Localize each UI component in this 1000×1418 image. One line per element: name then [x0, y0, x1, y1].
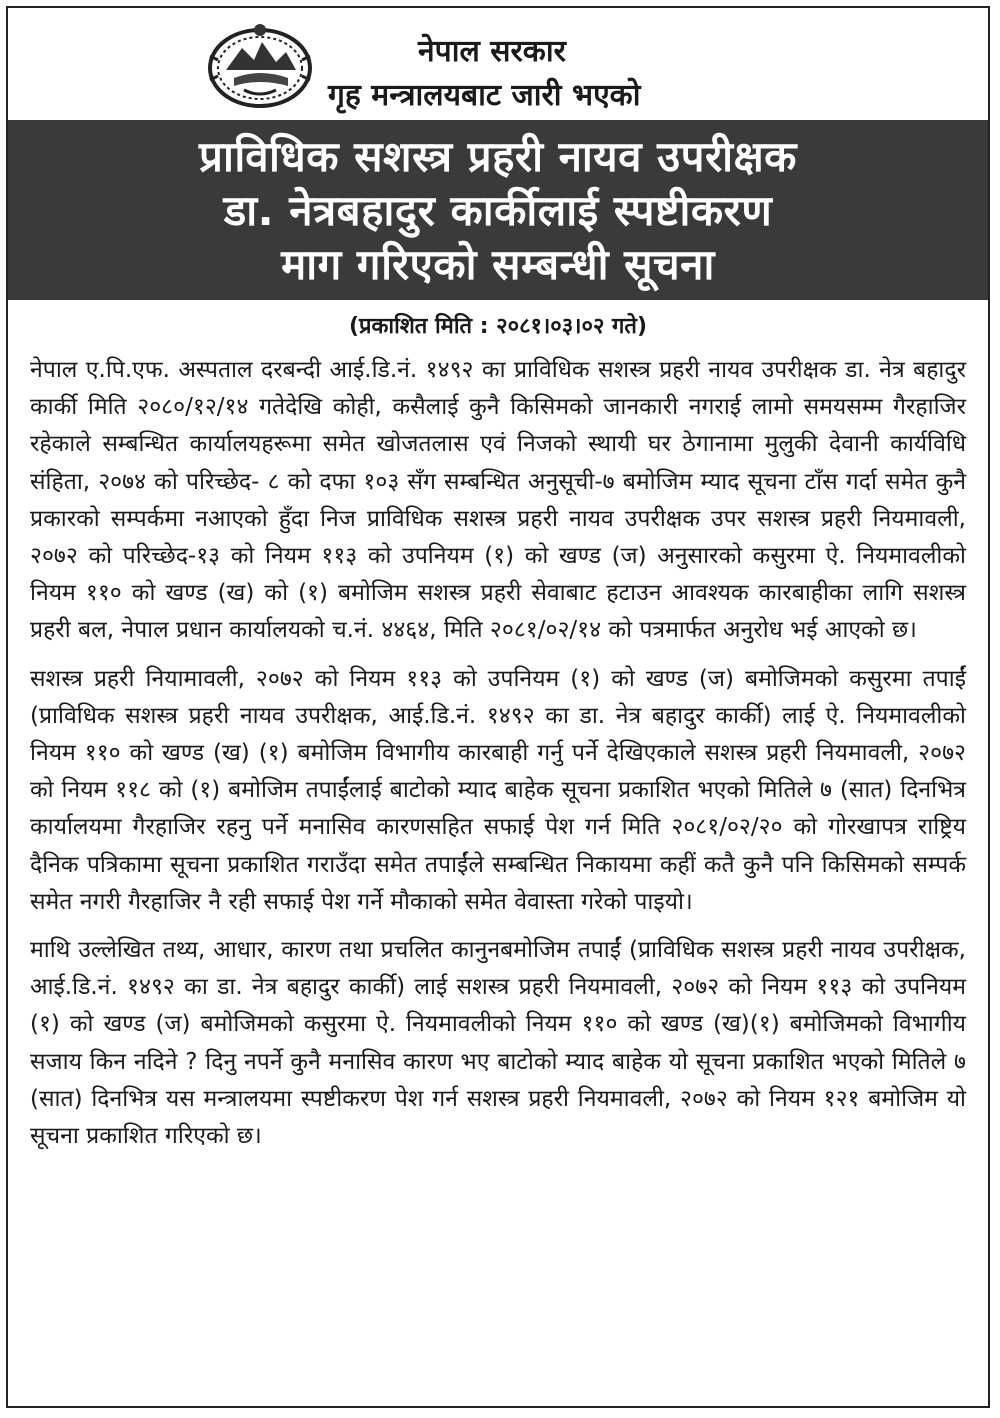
notice-paragraph-3: माथि उल्लेखित तथ्य, आधार, कारण तथा प्रचलित कानुनबमोजिम तपाईं (प्राविधिक सशस्त्र प्रहरी नायव उपरीक्षक, आई.डि.नं. १४९२ का डा. नेत्र बहादुर कार्की) लाई सशस्त्र प्रहरी नियमावली, २०७२ को नियम ११३ को उपनियम (१) को खण्ड (ज) बमोजिमको कसुरमा ऐ. नियमावलीको नियम ११० को खण्ड (ख)(१) बमोजिमको विभागीय सजाय किन नदिने ? दिनु नपर्ने कुनै मनासिव कारण भए बाटोको म्याद बाहेक यो सूचना प्रकाशित भएको मितिले ७ (सात) दिनभित्र यस मन्त्रालयमा स्पष्टीकरण पेश गर्न सशस्त्र प्रहरी नियमावली, २०७२ को नियम १२१ बमोजिम यो सूचना प्रकाशित गरिएको छ। — [30, 937, 966, 1150]
government-name: नेपाल सरकार — [418, 34, 566, 69]
notice-frame — [6, 6, 990, 1408]
publication-date: (प्रकाशित मिति : २०८१।०३।०२ गते) — [348, 314, 648, 339]
notice-body — [30, 352, 966, 1166]
notice-title-band — [8, 120, 988, 300]
notice-header — [8, 8, 988, 120]
nepal-government-emblem-icon — [204, 18, 316, 110]
notice-paragraph-2: सशस्त्र प्रहरी नियामावली, २०७२ को नियम ११३ को उपनियम (१) को खण्ड (ज) बमोजिमको कसुरमा तपाईं (प्राविधिक सशस्त्र प्रहरी नायव उपरीक्षक, आई.डि.नं. १४९२ का डा. नेत्र बहादुर कार्की) लाई ऐ. नियमावलीको नियम ११० को खण्ड (ख) (१) बमोजिम विभागीय कारबाही गर्नु पर्ने देखिएकाले सशस्त्र प्रहरी नियमावली, २०७२ को नियम ११८ को (१) बमोजिम तपाईंलाई बाटोको म्याद बाहेक सूचना प्रकाशित भएको मितिले ७ (सात) दिनभित्र कार्यालयमा गैरहाजिर रहनु पर्ने मनासिव कारणसहित सफाई पेश गर्न मिति २०८१/०२/२० को गोरखापत्र राष्ट्रिय दैनिक पत्रिकामा सूचना प्रकाशित गराउँदा समेत तपाईंले सम्बन्धित निकायमा कहीं कतै कुनै पनि किसिमको सम्पर्क समेत नगरी गैरहाजिर नै रही सफाई पेश गर्ने मौकाको समेत वेवास्ता गरेको पाइयो। — [30, 665, 966, 915]
issuer-text — [328, 30, 641, 118]
ministry-line: गृह मन्त्रालयबाट जारी भएको — [328, 78, 641, 113]
notice-paragraph-1: नेपाल ए.पि.एफ. अस्पताल दरबन्दी आई.डि.नं. १४९२ का प्राविधिक सशस्त्र प्रहरी नायव उपरीक्षक डा. नेत्र बहादुर कार्की मिति २०८०/१२/१४ गतेदेखि कोही, कसैलाई कुनै किसिमको जानकारी नगराई लामो समयसम्म गैरहाजिर रहेकाले सम्बन्धित कार्यालयहरूमा समेत खोजतलास एवं निजको स्थायी घर ठेगानामा मुलुकी देवानी कार्यविधि संहिता, २०७४ को परिच्छेद- ८ को दफा १०३ सँग सम्बन्धित अनुसूची-७ बमोजिम म्याद सूचना टाँस गर्दा समेत कुनै प्रकारको सम्पर्कमा नआएको हुँदा निज प्राविधिक सशस्त्र प्रहरी नायव उपरीक्षक उपर सशस्त्र प्रहरी नियमावली, २०७२ को परिच्छेद-१३ को नियम ११३ को उपनियम (१) को खण्ड (ज) अनुसारको कसुरमा ऐ. नियमावलीको नियम ११० को खण्ड (ख) को (१) बमोजिम सशस्त्र प्रहरी सेवाबाट हटाउन आवश्यक कारबाहीका लागि सशस्त्र प्रहरी बल, नेपाल प्रधान कार्यालयको च.नं. ४४६४, मिति २०८१/०२/१४ को पत्रमार्फत अनुरोध भई आएको छ। — [30, 357, 966, 644]
notice-title-line-2: डा. नेत्रबहादुर कार्कीलाई स्पष्टीकरण — [223, 186, 773, 235]
notice-title-line-1: प्राविधिक सशस्त्र प्रहरी नायव उपरीक्षक — [199, 132, 797, 181]
notice-title-line-3: माग गरिएको सम्बन्धी सूचना — [281, 240, 715, 289]
